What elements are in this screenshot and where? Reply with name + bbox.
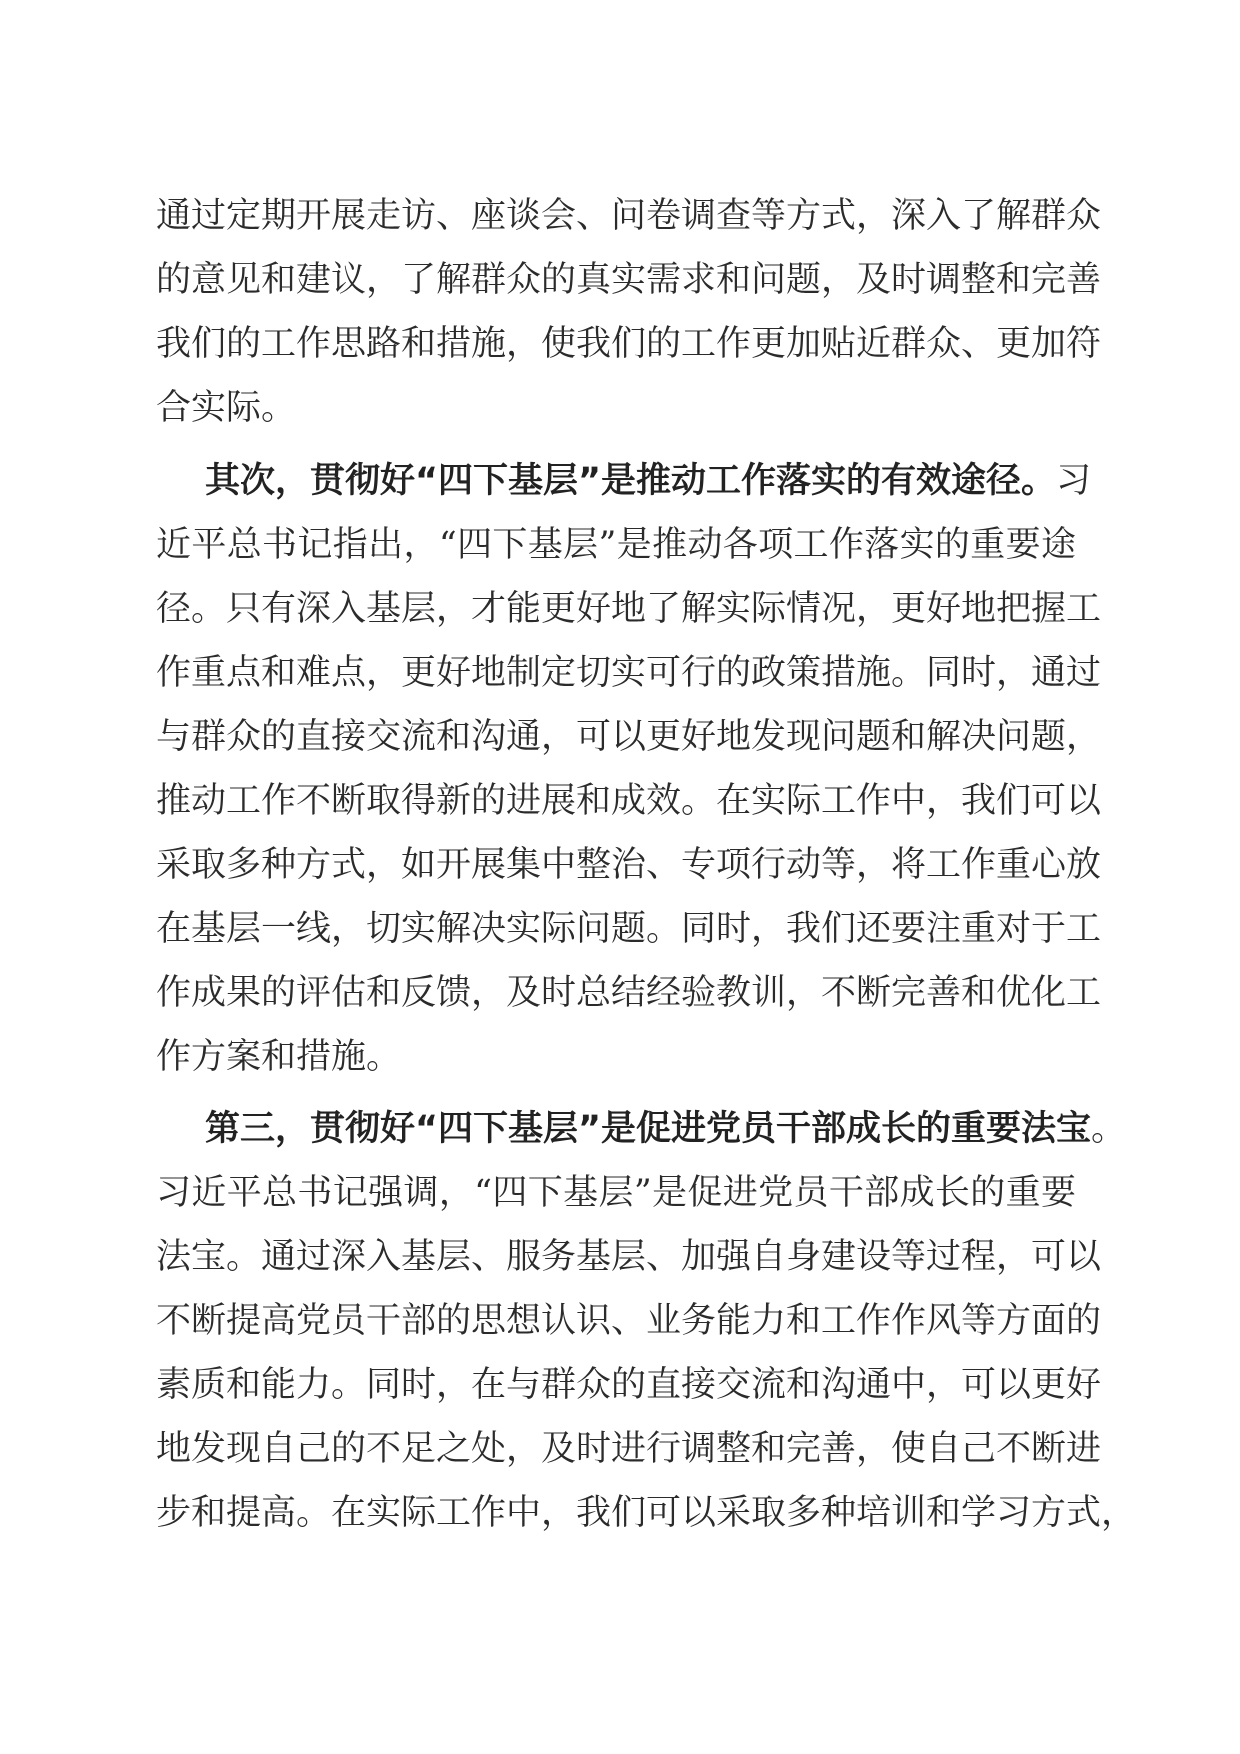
text-line: 我们的工作思路和措施，使我们的工作更加贴近群众、更加符 <box>156 324 1102 364</box>
paragraph-heading-line <box>205 1099 1127 1159</box>
text-line: 推动工作不断取得新的进展和成效。在实际工作中，我们可以 <box>156 781 1102 821</box>
text-line: 素质和能力。同时，在与群众的直接交流和沟通中，可以更好 <box>156 1365 1102 1405</box>
text-line: 不断提高党员干部的思想认识、业务能力和工作作风等方面的 <box>156 1301 1102 1341</box>
paragraph-heading: 其次，贯彻好“四下基层”是推动工作落实的有效途径。 <box>205 461 1057 501</box>
text-line: 近平总书记指出，“四下基层”是推动各项工作落实的重要途 <box>156 525 1076 565</box>
text-line: 与群众的直接交流和沟通，可以更好地发现问题和解决问题， <box>156 717 1102 757</box>
text-line: 地发现自己的不足之处，及时进行调整和完善，使自己不断进 <box>156 1429 1102 1469</box>
text-line: 合实际。 <box>156 388 297 428</box>
text-line: 作成果的评估和反馈，及时总结经验教训，不断完善和优化工 <box>156 973 1102 1013</box>
paragraph-heading-line <box>205 451 1092 511</box>
paragraph-heading: 第三，贯彻好“四下基层”是促进党员干部成长的重要法宝 <box>205 1109 1092 1149</box>
text-line: 的意见和建议，了解群众的真实需求和问题，及时调整和完善 <box>156 260 1102 300</box>
text-line: 作方案和措施。 <box>156 1037 402 1077</box>
text-line: 在基层一线，切实解决实际问题。同时，我们还要注重对于工 <box>156 909 1102 949</box>
heading-trailing-text: 。 <box>1091 1109 1127 1149</box>
text-line: 法宝。通过深入基层、服务基层、加强自身建设等过程，可以 <box>156 1237 1102 1277</box>
text-line: 作重点和难点，更好地制定切实可行的政策措施。同时，通过 <box>156 653 1102 693</box>
text-line: 习近平总书记强调，“四下基层”是促进党员干部成长的重要 <box>156 1173 1076 1213</box>
text-line: 采取多种方式，如开展集中整治、专项行动等，将工作重心放 <box>156 845 1102 885</box>
heading-trailing-text: 习 <box>1056 461 1092 501</box>
text-line: 通过定期开展走访、座谈会、问卷调查等方式，深入了解群众 <box>156 196 1102 236</box>
text-line: 步和提高。在实际工作中，我们可以采取多种培训和学习方式， <box>156 1493 1137 1533</box>
text-line: 径。只有深入基层，才能更好地了解实际情况，更好地把握工 <box>156 589 1102 629</box>
